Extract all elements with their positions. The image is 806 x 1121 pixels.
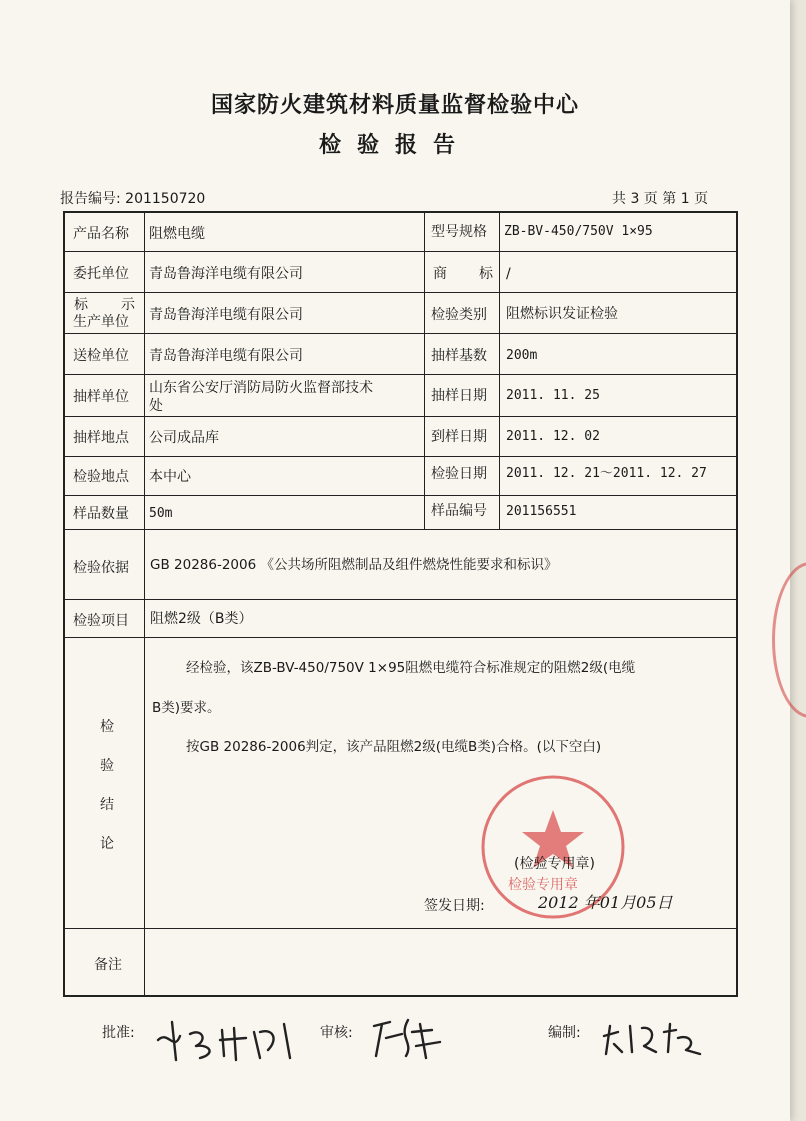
test-type-value: 阻燃标识发证检验	[506, 306, 618, 322]
conclusion-line-3: 按GB 20286-2006判定，该产品阻燃2级(电缆B类)合格。(以下空白)	[186, 739, 602, 755]
test-place-label: 检验地点	[73, 469, 129, 485]
sample-date-label: 抽样日期	[431, 388, 487, 404]
sample-qty-value: 50m	[149, 506, 173, 521]
conclusion-line-1: 经检验，该ZB-BV-450/750V 1×95阻燃电缆符合标准规定的阻燃2级(电缆	[186, 660, 636, 676]
conclusion-label-1: 检	[100, 719, 114, 735]
issue-date-value: 2012 年01月05日	[538, 893, 673, 912]
test-date-label: 检验日期	[431, 466, 487, 482]
conclusion-label-4: 论	[100, 836, 114, 852]
items-value: 阻燃2级（B类）	[150, 611, 253, 627]
report-subtitle: 检验报告	[318, 133, 471, 158]
report-title: 国家防火建筑材料质量监督检验中心	[210, 93, 579, 118]
basis-label: 检验依据	[73, 560, 129, 576]
basis-value: GB 20286-2006 《公共场所阻燃制品及组件燃烧性能要求和标识》	[150, 557, 558, 573]
report-number	[60, 188, 205, 208]
client-value: 青岛鲁海洋电缆有限公司	[149, 266, 303, 282]
producer-label-2: 示	[121, 297, 135, 313]
arrival-date-label: 到样日期	[431, 429, 487, 445]
sample-base-value: 200m	[506, 348, 538, 363]
product-name-label: 产品名称	[73, 226, 129, 242]
model-value: ZB-BV-450/750V 1×95	[504, 224, 653, 239]
approve-label: 批准:	[102, 1025, 135, 1041]
sample-place-label: 抽样地点	[73, 430, 129, 446]
producer-label-3: 生产单位	[73, 314, 129, 330]
sample-place-value: 公司成品库	[149, 430, 219, 446]
sample-qty-label: 样品数量	[73, 506, 129, 522]
test-date-value: 2011. 12. 21～2011. 12. 27	[506, 466, 707, 481]
submitter-value: 青岛鲁海洋电缆有限公司	[149, 348, 303, 364]
compile-signature	[598, 1016, 708, 1060]
sampler-label: 抽样单位	[73, 389, 129, 405]
review-signature	[368, 1012, 448, 1064]
sample-base-label: 抽样基数	[431, 348, 487, 364]
report-number-value: 201150720	[125, 191, 206, 207]
sample-no-label: 样品编号	[431, 503, 487, 519]
producer-value: 青岛鲁海洋电缆有限公司	[149, 307, 303, 323]
seam-stamp	[772, 562, 806, 718]
product-name-value: 阻燃电缆	[149, 226, 205, 242]
stamp-caption: (检验专用章)	[514, 856, 595, 872]
sample-date-value: 2011. 11. 25	[506, 388, 600, 403]
stamp-text: 检验专用章	[508, 877, 578, 893]
report-number-label: 报告编号:	[60, 191, 121, 207]
model-label: 型号规格	[431, 224, 487, 240]
arrival-date-value: 2011. 12. 02	[506, 429, 600, 444]
items-label: 检验项目	[73, 613, 129, 629]
producer-label-1: 标	[74, 297, 88, 313]
remarks-label: 备注	[94, 957, 122, 973]
test-type-label: 检验类别	[431, 307, 487, 323]
conclusion-line-2: B类)要求。	[152, 700, 221, 716]
trademark-label-2: 标	[479, 266, 493, 282]
trademark-label-1: 商	[433, 266, 447, 282]
test-place-value: 本中心	[149, 469, 191, 485]
approve-signature	[150, 1010, 300, 1070]
conclusion-label-2: 验	[100, 758, 114, 774]
sampler-value-line2: 处	[149, 398, 163, 414]
conclusion-label-3: 结	[100, 797, 114, 813]
sampler-value-line1: 山东省公安厅消防局防火监督部技术	[149, 380, 373, 396]
issue-date-label: 签发日期:	[424, 898, 485, 914]
sample-no-value: 201156551	[506, 504, 577, 519]
submitter-label: 送检单位	[73, 348, 129, 364]
compile-label: 编制:	[548, 1025, 581, 1041]
page-info: 共 3 页 第 1 页	[612, 191, 709, 207]
review-label: 审核:	[320, 1025, 353, 1041]
client-label: 委托单位	[73, 266, 129, 282]
trademark-value: /	[506, 266, 511, 282]
